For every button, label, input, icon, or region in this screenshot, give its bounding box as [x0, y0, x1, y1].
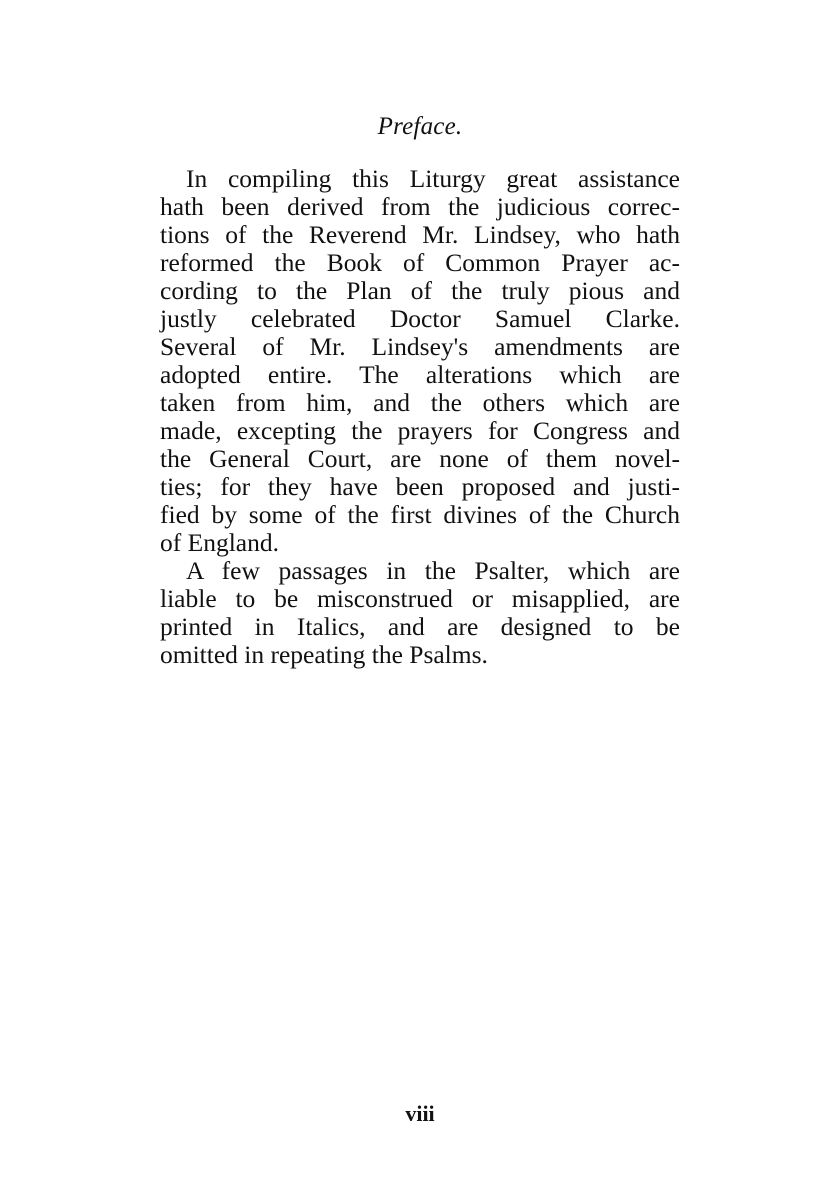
page-number: viii — [405, 1101, 435, 1126]
text-line: taken from him, and the others which are — [160, 388, 680, 417]
text-line: made, excepting the prayers for Congress and — [160, 416, 680, 445]
text-line: printed in Italics, and are designed to be — [160, 612, 680, 641]
text-line: adopted entire. The alterations which are — [160, 360, 680, 389]
text-line: Several of Mr. Lindsey's amendments are — [160, 332, 680, 361]
text-line: reformed the Book of Common Prayer ac- — [160, 248, 680, 277]
text-line: In compiling this Liturgy great assistance — [186, 164, 680, 193]
text-line: of England. — [160, 528, 279, 557]
text-line: fied by some of the first divines of the Church — [160, 500, 680, 529]
text-line: omitted in repeating the Psalms. — [160, 640, 488, 669]
preface-text — [160, 165, 680, 669]
text-line: A few passages in the Psalter, which are — [186, 556, 680, 585]
page-heading: Preface. — [377, 113, 463, 140]
text-line: cording to the Plan of the truly pious and — [160, 276, 680, 305]
text-line: ties; for they have been proposed and justi- — [160, 472, 680, 501]
text-line: tions of the Reverend Mr. Lindsey, who hath — [160, 220, 680, 249]
text-line: liable to be misconstrued or misapplied, are — [160, 584, 680, 613]
paragraph-2 — [160, 557, 680, 669]
text-line: justly celebrated Doctor Samuel Clarke. — [160, 304, 680, 333]
paragraph-1 — [160, 165, 680, 557]
text-line: the General Court, are none of them novel- — [160, 444, 680, 473]
text-line: hath been derived from the judicious correc- — [160, 192, 680, 221]
